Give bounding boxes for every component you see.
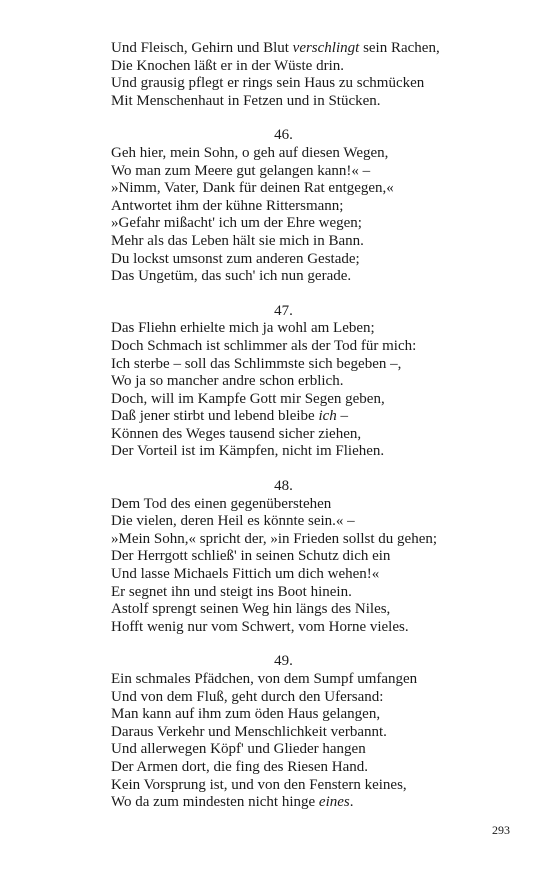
- verse-text: Mit Menschenhaut in Fetzen und in Stücken.: [111, 92, 381, 109]
- verse-line: [111, 233, 511, 251]
- verse-text: Hofft wenig nur vom Schwert, vom Horne vieles.: [111, 618, 409, 635]
- verse-line: [111, 689, 511, 707]
- verse-line: [111, 513, 511, 531]
- emphasized-word: eines: [318, 794, 350, 811]
- verse-text: Können des Weges tausend sicher ziehen,: [111, 425, 362, 442]
- verse-text: Wo ja so mancher andre schon erblich.: [111, 373, 344, 390]
- verse-text: Antwortet ihm der kühne Rittersmann;: [111, 197, 344, 214]
- verse-line: [111, 75, 511, 93]
- verse-text: Mehr als das Leben hält sie mich in Bann.: [111, 232, 364, 249]
- poem-body: [111, 40, 511, 812]
- verse-line: [111, 180, 511, 198]
- verse-text: Ich sterbe – soll das Schlimmste sich begeben –,: [111, 355, 402, 372]
- verse-text: Die vielen, deren Heil es könnte sein.« –: [111, 513, 355, 530]
- verse-text: Die Knochen läßt er in der Wüste drin.: [111, 57, 344, 74]
- verse-text: Der Vorteil ist im Kämpfen, nicht im Fliehen.: [111, 443, 385, 460]
- stanza: [111, 40, 511, 110]
- verse-text: Doch, will im Kampfe Gott mir Segen geben,: [111, 390, 385, 407]
- verse-line: [111, 198, 511, 216]
- verse-text: Und grausig pflegt er rings sein Haus zu schmücken: [111, 75, 425, 92]
- page-number: 293: [492, 823, 510, 837]
- verse-text: Daß jener stirbt und lebend bleibe: [111, 408, 319, 425]
- verse-line: [111, 531, 511, 549]
- verse-line: [111, 706, 511, 724]
- stanza-number: 49.: [274, 653, 293, 670]
- verse-text: »Nimm, Vater, Dank für deinen Rat entgegen,«: [111, 180, 394, 197]
- verse-text: Kein Vorsprung ist, und von den Fenstern keines,: [111, 776, 407, 793]
- verse-line: [111, 794, 511, 812]
- verse-text: Das Fliehn erhielte mich ja wohl am Leben;: [111, 320, 375, 337]
- emphasized-word: ich: [318, 408, 337, 425]
- stanza-number: 46.: [274, 127, 293, 144]
- verse-line: [111, 163, 511, 181]
- verse-text: Der Armen dort, die fing des Riesen Hand.: [111, 758, 369, 775]
- verse-text: Und von dem Fluß, geht durch den Ufersand:: [111, 688, 384, 705]
- verse-text: Der Herrgott schließ' in seinen Schutz dich ein: [111, 548, 391, 565]
- stanza-number: 48.: [274, 478, 293, 495]
- verse-text: Dem Tod des einen gegenüberstehen: [111, 495, 332, 512]
- verse-line: [111, 356, 511, 374]
- verse-text: Er segnet ihn und steigt ins Boot hinein.: [111, 583, 352, 600]
- verse-line: [111, 338, 511, 356]
- verse-line: [111, 145, 511, 163]
- verse-line: [111, 215, 511, 233]
- verse-line: [111, 268, 511, 286]
- verse-line: [111, 724, 511, 742]
- verse-line: [111, 601, 511, 619]
- verse-line: [111, 93, 511, 111]
- verse-text: Wo da zum mindesten nicht hinge: [111, 794, 319, 811]
- verse-text: »Gefahr mißacht' ich um der Ehre wegen;: [111, 215, 362, 232]
- verse-text: Doch Schmach ist schlimmer als der Tod für mich:: [111, 337, 417, 354]
- verse-line: [111, 584, 511, 602]
- verse-text: Daraus Verkehr und Menschlichkeit verbannt.: [111, 723, 387, 740]
- verse-text: Das Ungetüm, das such' ich nun gerade.: [111, 268, 352, 285]
- stanza: [111, 478, 511, 636]
- verse-line: [111, 391, 511, 409]
- verse-line: [111, 443, 511, 461]
- verse-line: [111, 320, 511, 338]
- verse-line: [111, 671, 511, 689]
- verse-line: [111, 619, 511, 637]
- verse-text: Man kann auf ihm zum öden Haus gelangen,: [111, 706, 381, 723]
- verse-text: –: [336, 408, 349, 425]
- stanza: [111, 127, 511, 285]
- poem-page: [111, 40, 511, 829]
- verse-line: [111, 759, 511, 777]
- verse-text: Ein schmales Pfädchen, von dem Sumpf umfangen: [111, 671, 418, 687]
- verse-line: [111, 373, 511, 391]
- verse-line: [111, 408, 511, 426]
- emphasized-word: verschlingt: [292, 40, 360, 56]
- verse-text: .: [349, 794, 354, 811]
- verse-text: Geh hier, mein Sohn, o geh auf diesen Wegen,: [111, 144, 389, 161]
- verse-text: »Mein Sohn,« spricht der, »in Frieden sollst du gehen;: [111, 530, 438, 547]
- verse-line: [111, 496, 511, 514]
- stanza-number: 47.: [274, 302, 293, 319]
- stanza: [111, 303, 511, 461]
- verse-text: Und Fleisch, Gehirn und Blut: [111, 40, 293, 56]
- stanza: [111, 653, 511, 811]
- verse-text: Du lockst umsonst zum anderen Gestade;: [111, 250, 360, 267]
- verse-text: Wo man zum Meere gut gelangen kann!« –: [111, 162, 371, 179]
- verse-line: [111, 548, 511, 566]
- verse-text: Und allerwegen Köpf' und Glieder hangen: [111, 741, 366, 758]
- verse-line: [111, 777, 511, 795]
- verse-text: sein Rachen,: [359, 40, 440, 56]
- verse-line: [111, 40, 511, 58]
- verse-text: Und lasse Michaels Fittich um dich wehen!«: [111, 566, 380, 583]
- verse-line: [111, 58, 511, 76]
- verse-line: [111, 566, 511, 584]
- verse-line: [111, 741, 511, 759]
- verse-line: [111, 251, 511, 269]
- verse-line: [111, 426, 511, 444]
- verse-text: Astolf sprengt seinen Weg hin längs des Niles,: [111, 601, 391, 618]
